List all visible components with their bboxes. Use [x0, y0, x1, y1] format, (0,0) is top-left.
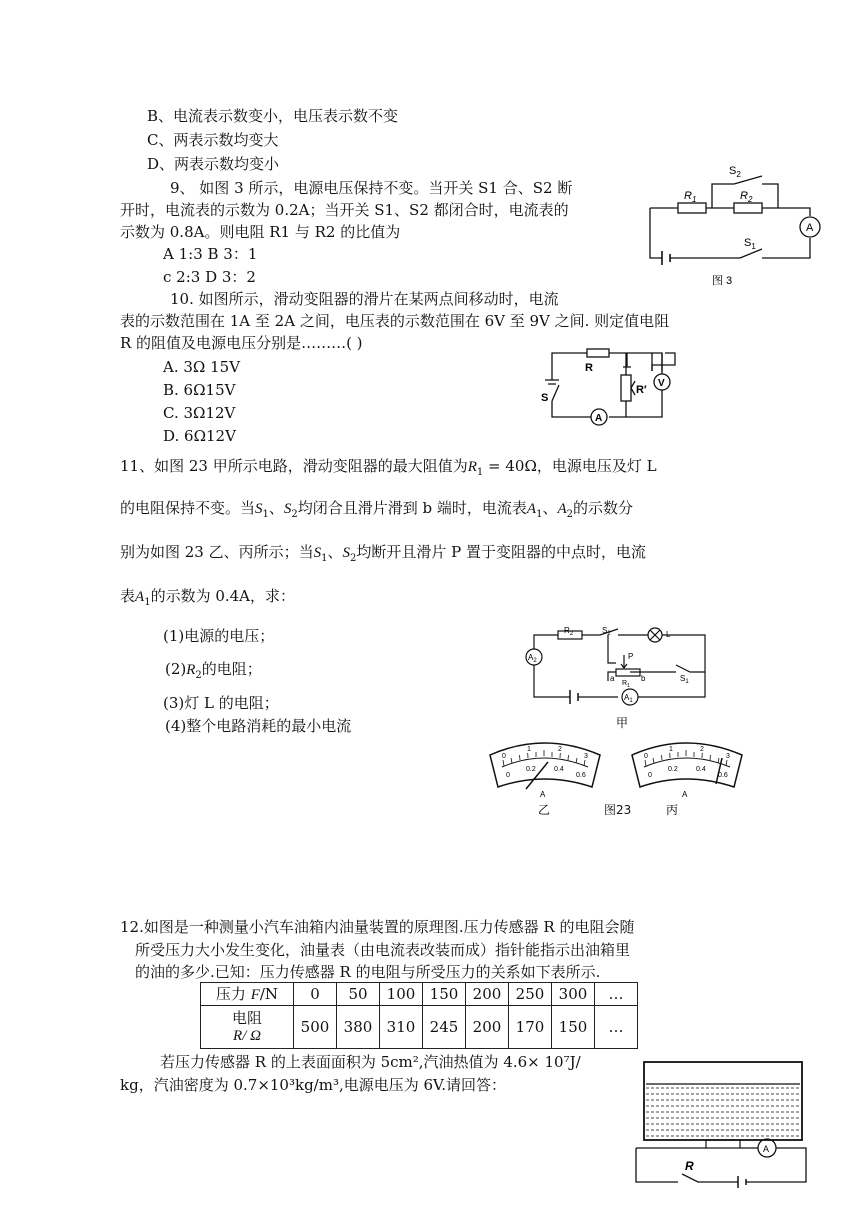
q10-voltmeter-label: V	[658, 378, 665, 389]
q9-circuit-figure	[640, 150, 830, 290]
q11-meter-bing-label: 丙	[666, 803, 679, 817]
q11-meter-yi-unit: A	[540, 790, 546, 799]
q11-line3: 别为如图 23 乙、丙所示；当$S_1$、$S_2$均断开且滑片 P 置于变阻器的中点时，电流	[120, 543, 647, 564]
q11-meter-bing	[624, 737, 749, 817]
q8-option-b: B、电流表示数变小，电压表示数不变	[147, 107, 399, 125]
q9-options-cd: c 2:3 D 3：2	[163, 268, 256, 286]
q11-r2-label: $R_2$	[564, 626, 574, 637]
q8-option-d: D、两表示数均变小	[147, 155, 280, 173]
q10-line3: R 的阻值及电源电压分别是………( )	[120, 334, 363, 352]
q11-meter-yi-small-3: 0.6	[576, 772, 586, 779]
table-cell: 100	[380, 983, 423, 1006]
table-row	[201, 983, 638, 1006]
q9-ammeter-label: A	[806, 222, 814, 234]
table-header-force: 压力 F/N	[201, 983, 294, 1006]
q11-meter-bing-small-3: 0.6	[718, 772, 728, 779]
q10-circuit-figure	[535, 345, 685, 435]
q12-line1: 12.如图是一种测量小汽车油箱内油量装置的原理图.压力传感器 R 的电阻会随	[120, 918, 635, 936]
pressure-resistance-table	[200, 982, 638, 1049]
q11-s1-label: $S_1$	[680, 674, 689, 685]
q11-b-end-label: b	[641, 674, 646, 683]
table-cell: 310	[380, 1006, 423, 1049]
q11-r1-label: $R_1$	[622, 680, 630, 689]
q10-line1: 10. 如图所示，滑动变阻器的滑片在某两点间移动时，电流	[170, 290, 559, 308]
q11-meter-yi-scale-3: 3	[584, 753, 588, 760]
q11-meter-bing-small-1: 0.2	[668, 766, 678, 773]
table-cell: 300	[552, 983, 595, 1006]
q10-rprime-label: R′	[636, 384, 647, 396]
q11-a-end-label: a	[610, 674, 615, 683]
table-cell: 500	[294, 1006, 337, 1049]
q9-r1-label: $R_1$	[684, 190, 697, 204]
table-cell: 245	[423, 1006, 466, 1049]
q12-fuel-tank-figure	[630, 1058, 815, 1183]
q11-figure-caption: 图23	[604, 803, 632, 817]
q11-line1: 11、如图 23 甲所示电路，滑动变阻器的最大阻值为$R_1 = 40\Omega$，电源电压及灯 L	[120, 457, 657, 478]
q12-line4: 若压力传感器 R 的上表面面积为 5cm²,汽油热值为 4.6× 10⁷J/	[160, 1053, 581, 1071]
table-cell: 200	[466, 1006, 509, 1049]
q12-fuel-lines	[646, 1088, 800, 1136]
q11-a2-label: $A_2$	[528, 653, 537, 664]
table-cell: 170	[509, 1006, 552, 1049]
q11-meter-bing-unit: A	[682, 790, 688, 799]
q11-part1: (1)电源的电压；	[163, 627, 275, 645]
q11-meter-yi-scale-1: 1	[527, 746, 531, 753]
table-cell: …	[595, 983, 638, 1006]
q10-r-label: R	[585, 362, 593, 374]
q9-line3: 示数为 0.8A。则电阻 R1 与 R2 的比值为	[120, 223, 401, 241]
table-cell: 0	[294, 983, 337, 1006]
q11-meter-bing-scale-3: 3	[726, 753, 730, 760]
table-cell: …	[595, 1006, 638, 1049]
q12-line5: kg，汽油密度为 0.7×10³kg/m³,电源电压为 6V.请回答：	[120, 1076, 507, 1094]
q11-s2-label: $S_2$	[602, 626, 611, 637]
q11-meter-bing-small-0: 0	[648, 772, 652, 779]
table-cell: 380	[337, 1006, 380, 1049]
q9-options-ab: A 1:3 B 3：1	[163, 245, 258, 263]
q11-meter-yi-small-1: 0.2	[526, 766, 536, 773]
q11-lamp-label: L	[666, 630, 671, 639]
q12-ammeter-label: A	[763, 1144, 770, 1154]
q11-circuit-figure	[520, 625, 720, 735]
q11-meter-bing-scale-0: 0	[644, 753, 648, 760]
q11-meter-yi-scale-0: 0	[502, 753, 506, 760]
q9-s2-label: $S_2$	[729, 165, 741, 179]
q11-figure-jia-label: 甲	[616, 716, 629, 730]
q11-meter-yi-small-2: 0.4	[554, 766, 564, 773]
q11-p-label: P	[628, 652, 634, 661]
q10-ammeter-label: A	[595, 413, 603, 424]
q11-meter-yi-small-0: 0	[506, 772, 510, 779]
table-cell: 250	[509, 983, 552, 1006]
table-row	[201, 1006, 638, 1049]
q11-meter-yi-scale-2: 2	[558, 746, 562, 753]
q11-meter-bing-scale-2: 2	[700, 746, 704, 753]
table-header-resistance: 电阻 R/ Ω	[201, 1006, 294, 1049]
q11-part4: (4)整个电路消耗的最小电流	[165, 717, 352, 735]
table-cell: 50	[337, 983, 380, 1006]
q11-line4: 表$A_1$的示数为 0.4A，求：	[120, 587, 296, 608]
q12-line3: 的油的多少.已知：压力传感器 R 的电阻与所受压力的关系如下表所示.	[135, 963, 601, 981]
q9-line2: 开时，电流表的示数为 0.2A；当开关 S1、S2 都闭合时，电流表的	[120, 201, 569, 219]
table-cell: 200	[466, 983, 509, 1006]
q9-s1-label: $S_1$	[744, 237, 756, 251]
q9-r2-label: $R_2$	[740, 190, 753, 204]
q11-meter-yi-label: 乙	[538, 803, 551, 817]
q11-line2: 的电阻保持不变。当$S_1$、$S_2$均闭合且滑片滑到 b 端时，电流表$A_1$、$A_2$的示数分	[120, 499, 634, 520]
q11-meter-bing-scale-1: 1	[669, 746, 673, 753]
q9-line1: 9、 如图 3 所示，电源电压保持不变。当开关 S1 合、S2 断	[170, 179, 573, 197]
q11-part3: (3)灯 L 的电阻；	[163, 694, 279, 712]
q10-option-a: A. 3Ω 15V	[163, 358, 241, 376]
q11-meter-bing-small-2: 0.4	[696, 766, 706, 773]
q11-part2: $(2)R_2$的电阻；	[165, 660, 262, 681]
table-cell: 150	[552, 1006, 595, 1049]
q11-meter-yi	[482, 737, 607, 817]
q10-option-b: B. 6Ω15V	[163, 381, 236, 399]
q10-option-d: D. 6Ω12V	[163, 427, 236, 445]
table-cell: 150	[423, 983, 466, 1006]
q12-r-label: R	[685, 1159, 694, 1173]
q9-figure-caption: 图 3	[712, 275, 733, 287]
q10-line2: 表的示数范围在 1A 至 2A 之间，电压表的示数范围在 6V 至 9V 之间. 则定值电阻	[120, 312, 670, 330]
q10-switch-label: S	[541, 392, 549, 404]
q8-option-c: C、两表示数均变大	[147, 131, 279, 149]
q12-line2: 所受压力大小发生变化，油量表（由电流表改装而成）指针能指示出油箱里	[135, 941, 631, 959]
q10-option-c: C. 3Ω12V	[163, 404, 236, 422]
q11-a1-label: $A_1$	[624, 693, 633, 704]
